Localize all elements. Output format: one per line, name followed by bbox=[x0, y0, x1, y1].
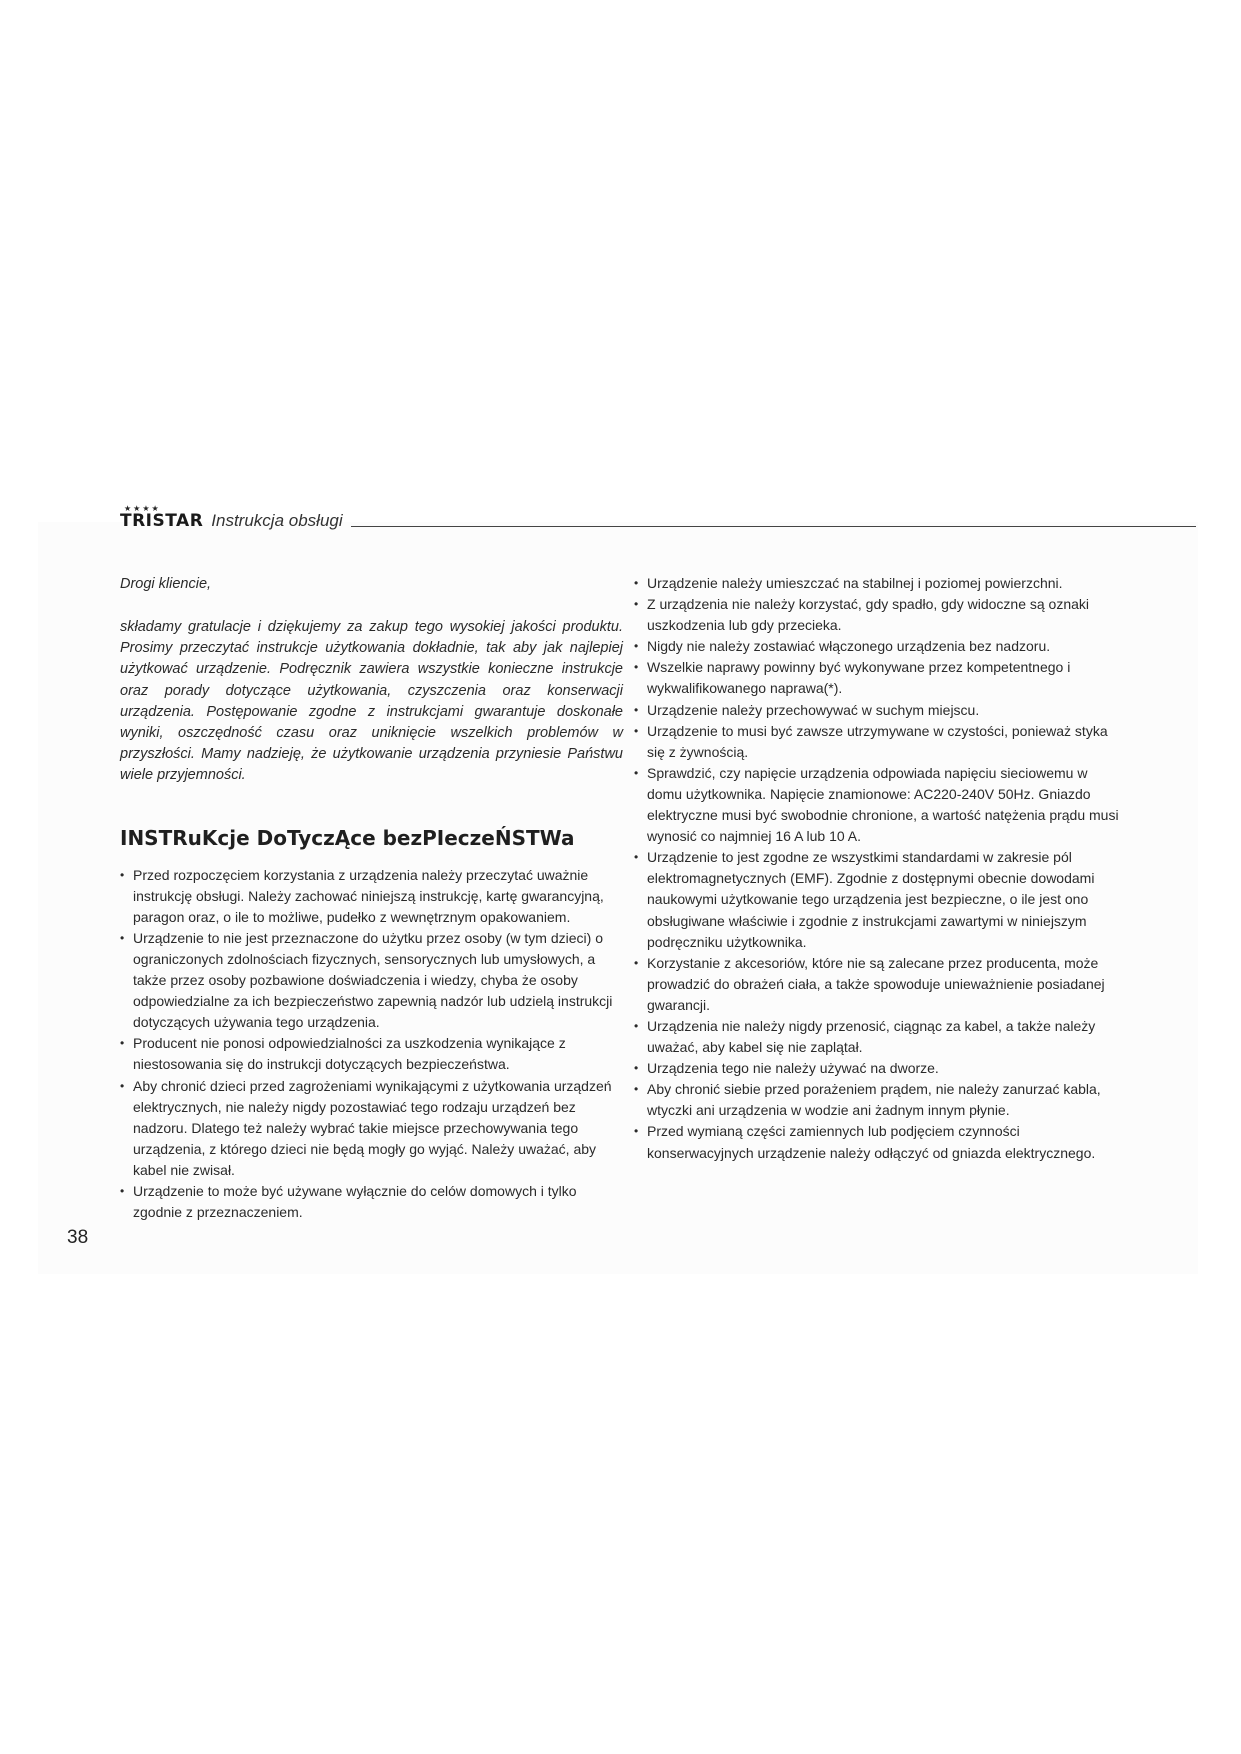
header-rule bbox=[351, 526, 1196, 527]
list-item: • Korzystanie z akcesoriów, które nie są zalecane przez producenta, może prowadzić do obrażeń ciała, a także spowoduje unieważnienie posiadanej gwarancji. bbox=[634, 953, 1124, 1016]
list-item: • Urządzenie należy umieszczać na stabilnej i poziomej powierzchni. bbox=[634, 573, 1124, 594]
intro-paragraph: składamy gratulacje i dziękujemy za zakup tego wysokiej jakości produktu. Prosimy przeczytać instrukcje użytkowania dokładnie, tak aby jak najlepiej użytkować urządzenie. Podręcznik zawiera wszystkie konieczne instrukcje oraz porady dotyczące użytkowania, czyszczenia oraz konserwacji urządzenia. Postępowanie zgodne z instrukcjami gwarantuje doskonałe wyniki, oszczędność czasu oraz uniknięcie wszelkich problemów w przyszłości. Mamy nadzieję, że użytkowanie urządzenia przyniesie Państwu wiele przyjemności. bbox=[120, 619, 623, 784]
list-item: • Aby chronić dzieci przed zagrożeniami wynikającymi z użytkowania urządzeń elektrycznych, nie należy nigdy pozostawiać tego rodzaju urządzeń bez nadzoru. Dlatego też należy wybrać takie miejsce przechowywania tego urządzenia, z którego dzieci nie będą mogły go wyjąć. Należy uważać, aby kabel nie zwisał. bbox=[120, 1076, 623, 1181]
list-item: • Nigdy nie należy zostawiać włączonego urządzenia bez nadzoru. bbox=[634, 636, 1124, 657]
list-item: • Urządzenie to może być używane wyłącznie do celów domowych i tylko zgodnie z przeznaczeniem. bbox=[120, 1181, 623, 1223]
list-item: • Urządzenie to nie jest przeznaczone do użytku przez osoby (w tym dzieci) o ograniczonych zdolnościach fizycznych, sensorycznych lub umysłowych, a także przez osoby pozbawione doświadczenia i wiedzy, chyba że osoby odpowiedzialne za ich bezpieczeństwo zapewnią nadzór lub udzielą instrukcji dotyczących używania tego urządzenia. bbox=[120, 928, 623, 1033]
safety-list-left bbox=[120, 865, 623, 1224]
list-item: • Urządzenia tego nie należy używać na dworze. bbox=[634, 1058, 1124, 1079]
header-title: Instrukcja obsługi bbox=[211, 511, 343, 530]
page-number: 38 bbox=[67, 1227, 89, 1248]
list-item: • Przed wymianą części zamiennych lub podjęciem czynności konserwacyjnych urządzenie należy odłączyć od gniazda elektrycznego. bbox=[634, 1121, 1124, 1163]
left-column bbox=[120, 573, 623, 1223]
list-item: • Producent nie ponosi odpowiedzialności za uszkodzenia wynikające z niestosowania się do instrukcji dotyczących bezpieczeństwa. bbox=[120, 1033, 623, 1075]
list-item: • Przed rozpoczęciem korzystania z urządzenia należy przeczytać uważnie instrukcję obsługi. Należy zachować niniejszą instrukcję, kartę gwarancyjną, paragon oraz, o ile to możliwe, pudełko z wewnętrznym opakowaniem. bbox=[120, 865, 623, 928]
list-item: • Urządzenie to musi być zawsze utrzymywane w czystości, ponieważ styka się z żywnością. bbox=[634, 721, 1124, 763]
list-item: • Z urządzenia nie należy korzystać, gdy spadło, gdy widoczne są oznaki uszkodzenia lub gdy przecieka. bbox=[634, 594, 1124, 636]
list-item: • Wszelkie naprawy powinny być wykonywane przez kompetentnego i wykwalifikowanego naprawa(*). bbox=[634, 657, 1124, 699]
list-item: • Urządzenie należy przechowywać w suchym miejscu. bbox=[634, 700, 1124, 721]
logo-text: TRISTAR bbox=[120, 511, 204, 531]
list-item: • Aby chronić siebie przed porażeniem prądem, nie należy zanurzać kabla, wtyczki ani urządzenia w wodzie ani żadnym innym płynie. bbox=[634, 1079, 1124, 1121]
tristar-logo bbox=[120, 505, 203, 530]
page-header bbox=[120, 500, 1196, 530]
list-item: • Sprawdzić, czy napięcie urządzenia odpowiada napięciu sieciowemu w domu użytkownika. Napięcie znamionowe: AC220-240V 50Hz. Gniazdo elektryczne musi być swobodnie chronione, a wartość natężenia prądu musi wynosić co najmniej 16 A lub 10 A. bbox=[634, 763, 1124, 847]
right-column bbox=[634, 573, 1124, 1164]
section-title: INSTRuKcje DoTyczĄce bezPIeczeŃSTWa bbox=[120, 825, 575, 850]
list-item: • Urządzenie to jest zgodne ze wszystkimi standardami w zakresie pól elektromagnetycznych (EMF). Zgodnie z dostępnymi obecnie dowodami naukowymi użytkowanie tego urządzenia jest bezpieczne, o ile jest ono obsługiwane właściwie i zgodnie z instrukcjami zawartymi w niniejszym podręczniku użytkownika. bbox=[634, 847, 1124, 952]
list-item: • Urządzenia nie należy nigdy przenosić, ciągnąc za kabel, a także należy uważać, aby kabel się nie zaplątał. bbox=[634, 1016, 1124, 1058]
greeting: Drogi kliencie, bbox=[120, 576, 212, 592]
logo-stars: ★★★★ bbox=[124, 504, 161, 513]
safety-list-right bbox=[634, 573, 1124, 1164]
